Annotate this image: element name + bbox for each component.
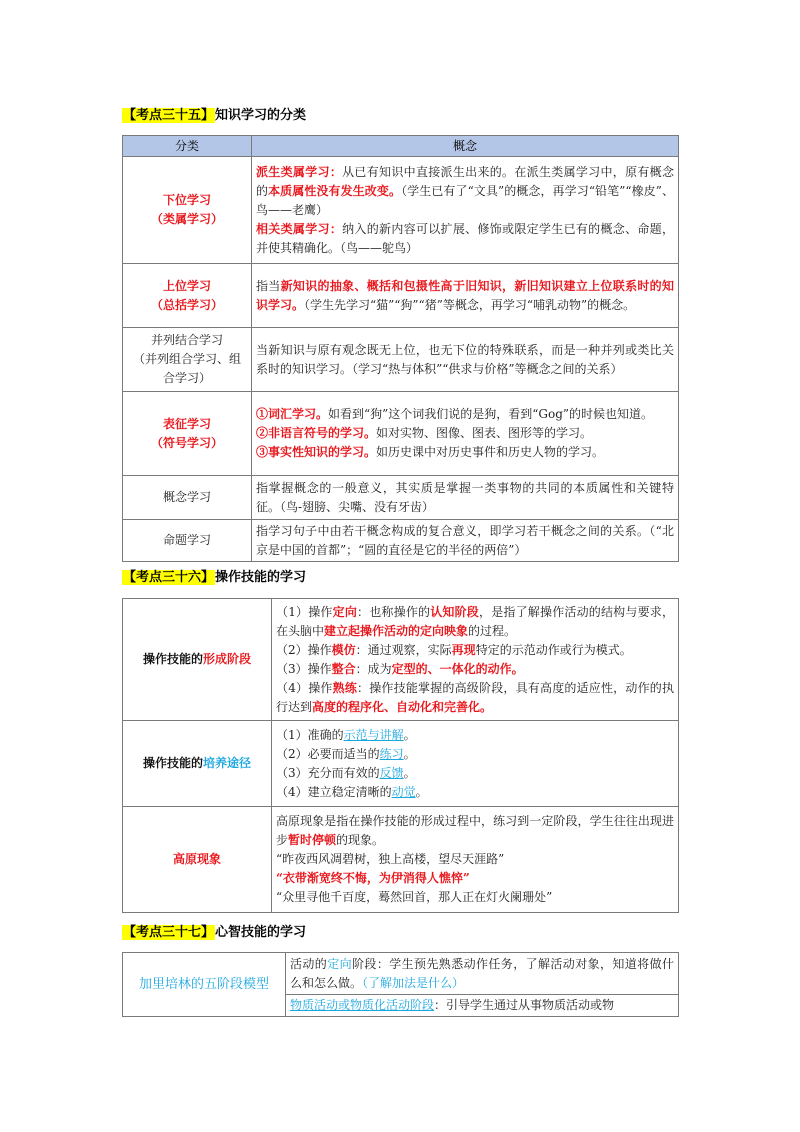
training-path-label: 操作技能的培养途径	[123, 721, 272, 807]
list-item: （3）充分而有效的反馈。	[276, 765, 416, 780]
category-superordinate: 上位学习 （总括学习）	[123, 264, 252, 328]
plateau-content: 高原现象是指在操作技能的形成过程中，练习到一定阶段，学生往往出现进步暂时停顿的现象。 “昨夜西风凋碧树，独上高楼，望尽天涯路” “衣带渐宽终不悔，为伊消得人憔悴” “众里寻他千百度，蓦然回首，那人正在灯火阑珊处”	[272, 807, 679, 913]
category-combinatorial: 并列结合学习 （并列组合学习、组 合学习）	[123, 328, 252, 392]
concept-combinatorial: 当新知识与原有观念既无上位，也无下位的特殊联系，而是一种并列或类比关系时的知识学习。（学习“热与体积”“供求与价格”等概念之间的关系）	[252, 328, 679, 392]
header-category: 分类	[123, 136, 252, 157]
category-subordinate: 下位学习 （类属学习）	[123, 157, 252, 264]
formation-stage-content: （1）操作定向：也称操作的认知阶段，是指了解操作活动的结构与要求，在头脑中建立起操作活动的定向映象的过程。 （2）操作模仿：通过观察，实际再现特定的示范动作或行为模式。 （3）操作整合：成为定型的、一体化的动作。 （4）操作熟练：操作技能掌握的高级阶段，具有高度的适应性，动作的执行达到高度的程序化、自动化和完善化。	[272, 599, 679, 721]
concept-proposition: 指学习句子中由若干概念构成的复合意义，即学习若干概念之间的关系。（“北京是中国的首都”；“圆的直径是它的半径的两倍”）	[252, 520, 679, 562]
section-35-number: 【考点三十五】	[123, 108, 215, 123]
quote-2: “衣带渐宽终不悔，为伊消得人憔悴”	[276, 871, 470, 885]
formation-stage-label: 操作技能的形成阶段	[123, 599, 272, 721]
table-row	[123, 157, 679, 264]
table-row	[123, 721, 679, 807]
motor-skills-table	[122, 598, 679, 913]
table-row	[123, 599, 679, 721]
section-36-title	[122, 567, 306, 589]
category-representational: 表征学习 （符号学习）	[123, 392, 252, 476]
quote-3: “众里寻他千百度，蓦然回首，那人正在灯火阑珊处”	[276, 890, 553, 904]
category-proposition: 命题学习	[123, 520, 252, 562]
material-activity-stage: 物质活动或物质化活动阶段：引导学生通过从事物质活动或物	[286, 995, 679, 1017]
table-row	[123, 392, 679, 476]
table-row	[123, 328, 679, 392]
knowledge-classification-table	[122, 135, 679, 562]
list-item: （4）建立稳定清晰的动觉。	[276, 784, 428, 799]
plateau-label: 高原现象	[123, 807, 272, 913]
section-36-name: 操作技能的学习	[215, 570, 307, 585]
table-row	[123, 264, 679, 328]
training-path-content	[272, 721, 679, 807]
orientation-stage: 活动的定向阶段：学生预先熟悉动作任务，了解活动对象，知道将做什么和怎么做。（了解加法是什么）	[286, 953, 679, 995]
table-header-row	[123, 136, 679, 157]
table-row	[123, 476, 679, 520]
concept-superordinate: 指当新知识的抽象、概括和包摄性高于旧知识，新旧知识建立上位联系时的知识学习。（学生先学习“猫”“狗”“猪”等概念，再学习“哺乳动物”的概念。	[252, 264, 679, 328]
concept-concept: 指掌握概念的一般意义，其实质是掌握一类事物的共同的本质属性和关键特征。（鸟-翅膀、尖嘴、没有牙齿）	[252, 476, 679, 520]
section-37-name: 心智技能的学习	[215, 925, 307, 940]
list-item: （1）准确的示范与讲解。	[276, 727, 416, 742]
category-concept: 概念学习	[123, 476, 252, 520]
galperin-model-label: 加里培林的五阶段模型	[123, 953, 286, 1017]
table-row	[123, 953, 679, 995]
section-36-number: 【考点三十六】	[123, 570, 215, 585]
section-35-name: 知识学习的分类	[215, 108, 307, 123]
mental-skills-table	[122, 952, 679, 1017]
table-row	[123, 807, 679, 913]
concept-representational: ①词汇学习。如看到“狗”这个词我们说的是狗，看到“Gog”的时候也知道。 ②非语言符号的学习。如对实物、图像、图表、图形等的学习。 ③事实性知识的学习。如历史课中对历史事件和历史人物的学习。	[252, 392, 679, 476]
section-35-title	[122, 105, 306, 127]
table-row	[123, 520, 679, 562]
concept-subordinate: 派生类属学习：从已有知识中直接派生出来的。在派生类属学习中，原有概念的本质属性没有发生改变。（学生已有了“文具”的概念，再学习“铅笔”“橡皮”、鸟——老鹰） 相关类属学习：纳入的新内容可以扩展、修饰或限定学生已有的概念、命题，并使其精确化。（鸟——鸵鸟）	[252, 157, 679, 264]
section-37-number: 【考点三十七】	[123, 925, 215, 940]
list-item: （2）必要而适当的练习。	[276, 746, 416, 761]
header-concept: 概念	[252, 136, 679, 157]
section-37-title	[122, 922, 306, 944]
quote-1: “昨夜西风凋碧树，独上高楼，望尽天涯路”	[276, 852, 505, 866]
